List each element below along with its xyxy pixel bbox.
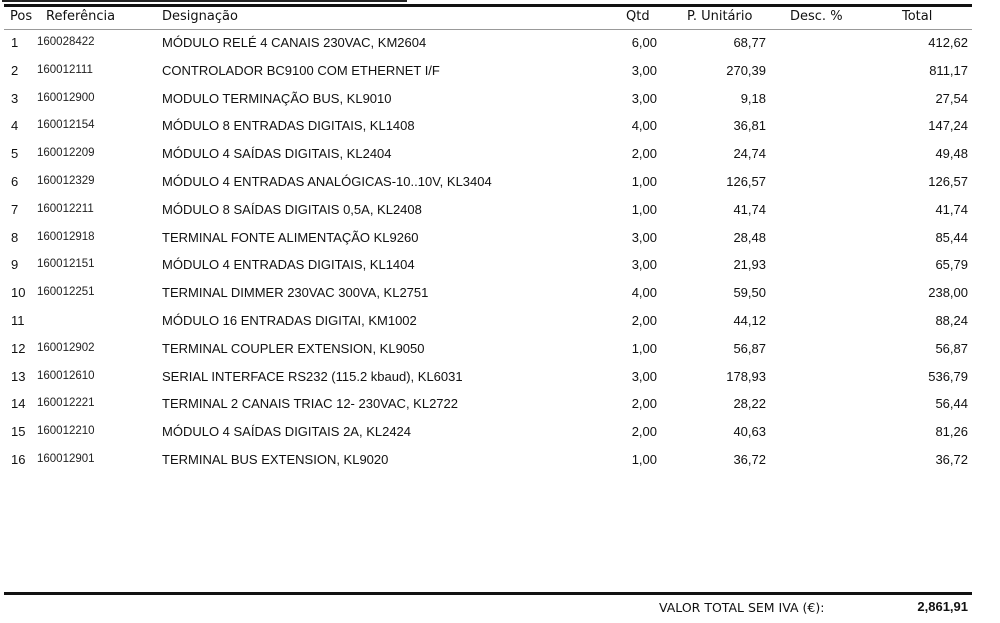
cell-preco-unitario: 24,74 bbox=[733, 146, 766, 162]
cell-designacao: MÓDULO 8 SAÍDAS DIGITAIS 0,5A, KL2408 bbox=[162, 201, 422, 217]
table-row bbox=[0, 225, 1000, 253]
cell-qtd: 2,00 bbox=[631, 424, 657, 440]
cell-designacao: MÓDULO 4 SAÍDAS DIGITAIS 2A, KL2424 bbox=[162, 424, 412, 440]
cell-pos: 9 bbox=[11, 257, 19, 273]
cell-qtd: 1,00 bbox=[631, 451, 657, 467]
cell-total: 36,72 bbox=[935, 451, 968, 467]
table-row bbox=[0, 141, 1000, 169]
cell-designacao: SERIAL INTERFACE RS232 (115.2 kbaud), KL6031 bbox=[162, 368, 463, 384]
cell-pos: 16 bbox=[11, 451, 26, 467]
cell-designacao: MÓDULO 8 ENTRADAS DIGITAIS, KL1408 bbox=[162, 118, 415, 134]
cell-qtd: 4,00 bbox=[631, 118, 657, 134]
cell-total: 88,24 bbox=[935, 312, 968, 328]
table-row bbox=[0, 419, 1000, 447]
cell-qtd: 3,00 bbox=[631, 257, 657, 273]
cell-referencia: 160012221 bbox=[37, 397, 95, 410]
cell-referencia: 160012154 bbox=[37, 119, 95, 132]
cell-qtd: 1,00 bbox=[631, 173, 657, 189]
cell-preco-unitario: 44,12 bbox=[733, 312, 766, 328]
cell-pos: 7 bbox=[11, 201, 19, 217]
table-row bbox=[0, 30, 1000, 58]
cell-total: 41,74 bbox=[935, 201, 968, 217]
table-row bbox=[0, 280, 1000, 308]
cell-pos: 8 bbox=[11, 229, 19, 245]
cell-pos: 1 bbox=[11, 35, 19, 50]
cell-designacao: MÓDULO 16 ENTRADAS DIGITAI, KM1002 bbox=[162, 312, 417, 328]
header-preco-unitario: P. Unitário bbox=[687, 9, 753, 24]
cell-designacao: TERMINAL 2 CANAIS TRIAC 12- 230VAC, KL2722 bbox=[162, 396, 458, 412]
cell-designacao: MÓDULO 4 ENTRADAS ANALÓGICAS-10..10V, KL3404 bbox=[162, 173, 492, 189]
cell-total: 126,57 bbox=[928, 173, 968, 189]
table-row bbox=[0, 58, 1000, 86]
cell-referencia: 160028422 bbox=[37, 36, 95, 48]
cell-referencia: 160012251 bbox=[37, 286, 95, 299]
header-qtd: Qtd bbox=[626, 9, 650, 24]
cell-referencia: 160012901 bbox=[37, 452, 95, 465]
cell-preco-unitario: 36,72 bbox=[733, 451, 766, 467]
cell-qtd: 3,00 bbox=[631, 90, 657, 106]
table-body bbox=[0, 30, 1000, 475]
cell-preco-unitario: 41,74 bbox=[733, 201, 766, 217]
cell-pos: 6 bbox=[11, 173, 19, 189]
cell-qtd: 3,00 bbox=[631, 368, 657, 384]
cell-designacao: MODULO TERMINAÇÃO BUS, KL9010 bbox=[162, 90, 392, 106]
table-row bbox=[0, 113, 1000, 141]
cell-total: 536,79 bbox=[928, 368, 968, 384]
cell-referencia: 160012211 bbox=[37, 202, 94, 215]
cell-pos: 2 bbox=[11, 62, 19, 78]
header-referencia: Referência bbox=[46, 9, 116, 24]
cell-pos: 14 bbox=[11, 396, 26, 412]
cell-qtd: 6,00 bbox=[631, 35, 657, 50]
cell-pos: 4 bbox=[11, 118, 19, 134]
header-desconto: Desc. % bbox=[790, 9, 843, 24]
cell-qtd: 2,00 bbox=[631, 312, 657, 328]
table-row bbox=[0, 336, 1000, 364]
cell-referencia: 160012610 bbox=[37, 369, 95, 382]
cell-preco-unitario: 28,48 bbox=[733, 229, 766, 245]
cell-preco-unitario: 178,93 bbox=[726, 368, 766, 384]
total-value: 2,861,91 bbox=[917, 599, 968, 614]
cell-preco-unitario: 21,93 bbox=[733, 257, 766, 273]
cell-total: 56,44 bbox=[935, 396, 968, 412]
cell-pos: 3 bbox=[11, 90, 19, 106]
cell-referencia: 160012902 bbox=[37, 341, 95, 354]
cell-designacao: TERMINAL BUS EXTENSION, KL9020 bbox=[162, 451, 389, 467]
cell-preco-unitario: 28,22 bbox=[733, 396, 766, 412]
table-row bbox=[0, 447, 1000, 475]
table-row bbox=[0, 252, 1000, 280]
cell-qtd: 2,00 bbox=[631, 146, 657, 162]
cell-total: 85,44 bbox=[935, 229, 968, 245]
cell-qtd: 1,00 bbox=[631, 201, 657, 217]
cell-designacao: MÓDULO RELÉ 4 CANAIS 230VAC, KM2604 bbox=[162, 35, 427, 50]
cell-designacao: CONTROLADOR BC9100 COM ETHERNET I/F bbox=[162, 62, 440, 78]
header-total: Total bbox=[902, 9, 933, 24]
top-border-stub bbox=[2, 0, 407, 2]
table-row bbox=[0, 169, 1000, 197]
cell-pos: 13 bbox=[11, 368, 26, 384]
cell-total: 65,79 bbox=[935, 257, 968, 273]
total-label: VALOR TOTAL SEM IVA (€): bbox=[659, 600, 825, 615]
cell-total: 56,87 bbox=[935, 340, 968, 356]
cell-preco-unitario: 126,57 bbox=[726, 173, 766, 189]
cell-total: 147,24 bbox=[928, 118, 968, 134]
table-row bbox=[0, 86, 1000, 114]
cell-pos: 12 bbox=[11, 340, 26, 356]
cell-designacao: TERMINAL COUPLER EXTENSION, KL9050 bbox=[162, 340, 425, 356]
cell-designacao: MÓDULO 4 SAÍDAS DIGITAIS, KL2404 bbox=[162, 146, 392, 162]
cell-referencia: 160012900 bbox=[37, 91, 95, 104]
cell-total: 412,62 bbox=[928, 35, 968, 50]
table-row bbox=[0, 364, 1000, 392]
cell-total: 811,17 bbox=[929, 62, 968, 78]
cell-total: 81,26 bbox=[935, 424, 968, 440]
cell-qtd: 2,00 bbox=[631, 396, 657, 412]
cell-referencia: 160012209 bbox=[37, 147, 95, 160]
cell-qtd: 3,00 bbox=[631, 229, 657, 245]
header-top-rule bbox=[4, 4, 972, 7]
table-header bbox=[0, 8, 1000, 28]
cell-preco-unitario: 270,39 bbox=[726, 62, 766, 78]
cell-referencia: 160012210 bbox=[37, 425, 95, 438]
cell-pos: 11 bbox=[11, 312, 25, 328]
cell-referencia: 160012329 bbox=[37, 174, 95, 187]
cell-preco-unitario: 68,77 bbox=[733, 35, 766, 50]
cell-designacao: TERMINAL FONTE ALIMENTAÇÃO KL9260 bbox=[162, 229, 419, 245]
header-pos: Pos bbox=[10, 9, 33, 24]
cell-referencia: 160012918 bbox=[37, 230, 95, 243]
header-designacao: Designação bbox=[162, 9, 238, 24]
table-row bbox=[0, 197, 1000, 225]
cell-qtd: 3,00 bbox=[631, 62, 657, 78]
cell-preco-unitario: 9,18 bbox=[740, 90, 766, 106]
cell-preco-unitario: 36,81 bbox=[733, 118, 766, 134]
cell-qtd: 4,00 bbox=[631, 285, 657, 301]
table-row bbox=[0, 308, 1000, 336]
table-row bbox=[0, 391, 1000, 419]
cell-pos: 10 bbox=[11, 285, 26, 301]
cell-preco-unitario: 40,63 bbox=[733, 424, 766, 440]
cell-total: 49,48 bbox=[935, 146, 968, 162]
cell-total: 27,54 bbox=[935, 90, 968, 106]
footer-rule bbox=[4, 592, 972, 595]
cell-preco-unitario: 56,87 bbox=[733, 340, 766, 356]
cell-referencia: 160012151 bbox=[37, 258, 95, 271]
cell-designacao: MÓDULO 4 ENTRADAS DIGITAIS, KL1404 bbox=[162, 257, 415, 273]
cell-designacao: TERMINAL DIMMER 230VAC 300VA, KL2751 bbox=[162, 285, 429, 301]
cell-referencia: 160012111 bbox=[37, 63, 93, 76]
cell-qtd: 1,00 bbox=[631, 340, 657, 356]
cell-pos: 5 bbox=[11, 146, 19, 162]
cell-preco-unitario: 59,50 bbox=[733, 285, 766, 301]
cell-pos: 15 bbox=[11, 424, 26, 440]
cell-total: 238,00 bbox=[928, 285, 968, 301]
